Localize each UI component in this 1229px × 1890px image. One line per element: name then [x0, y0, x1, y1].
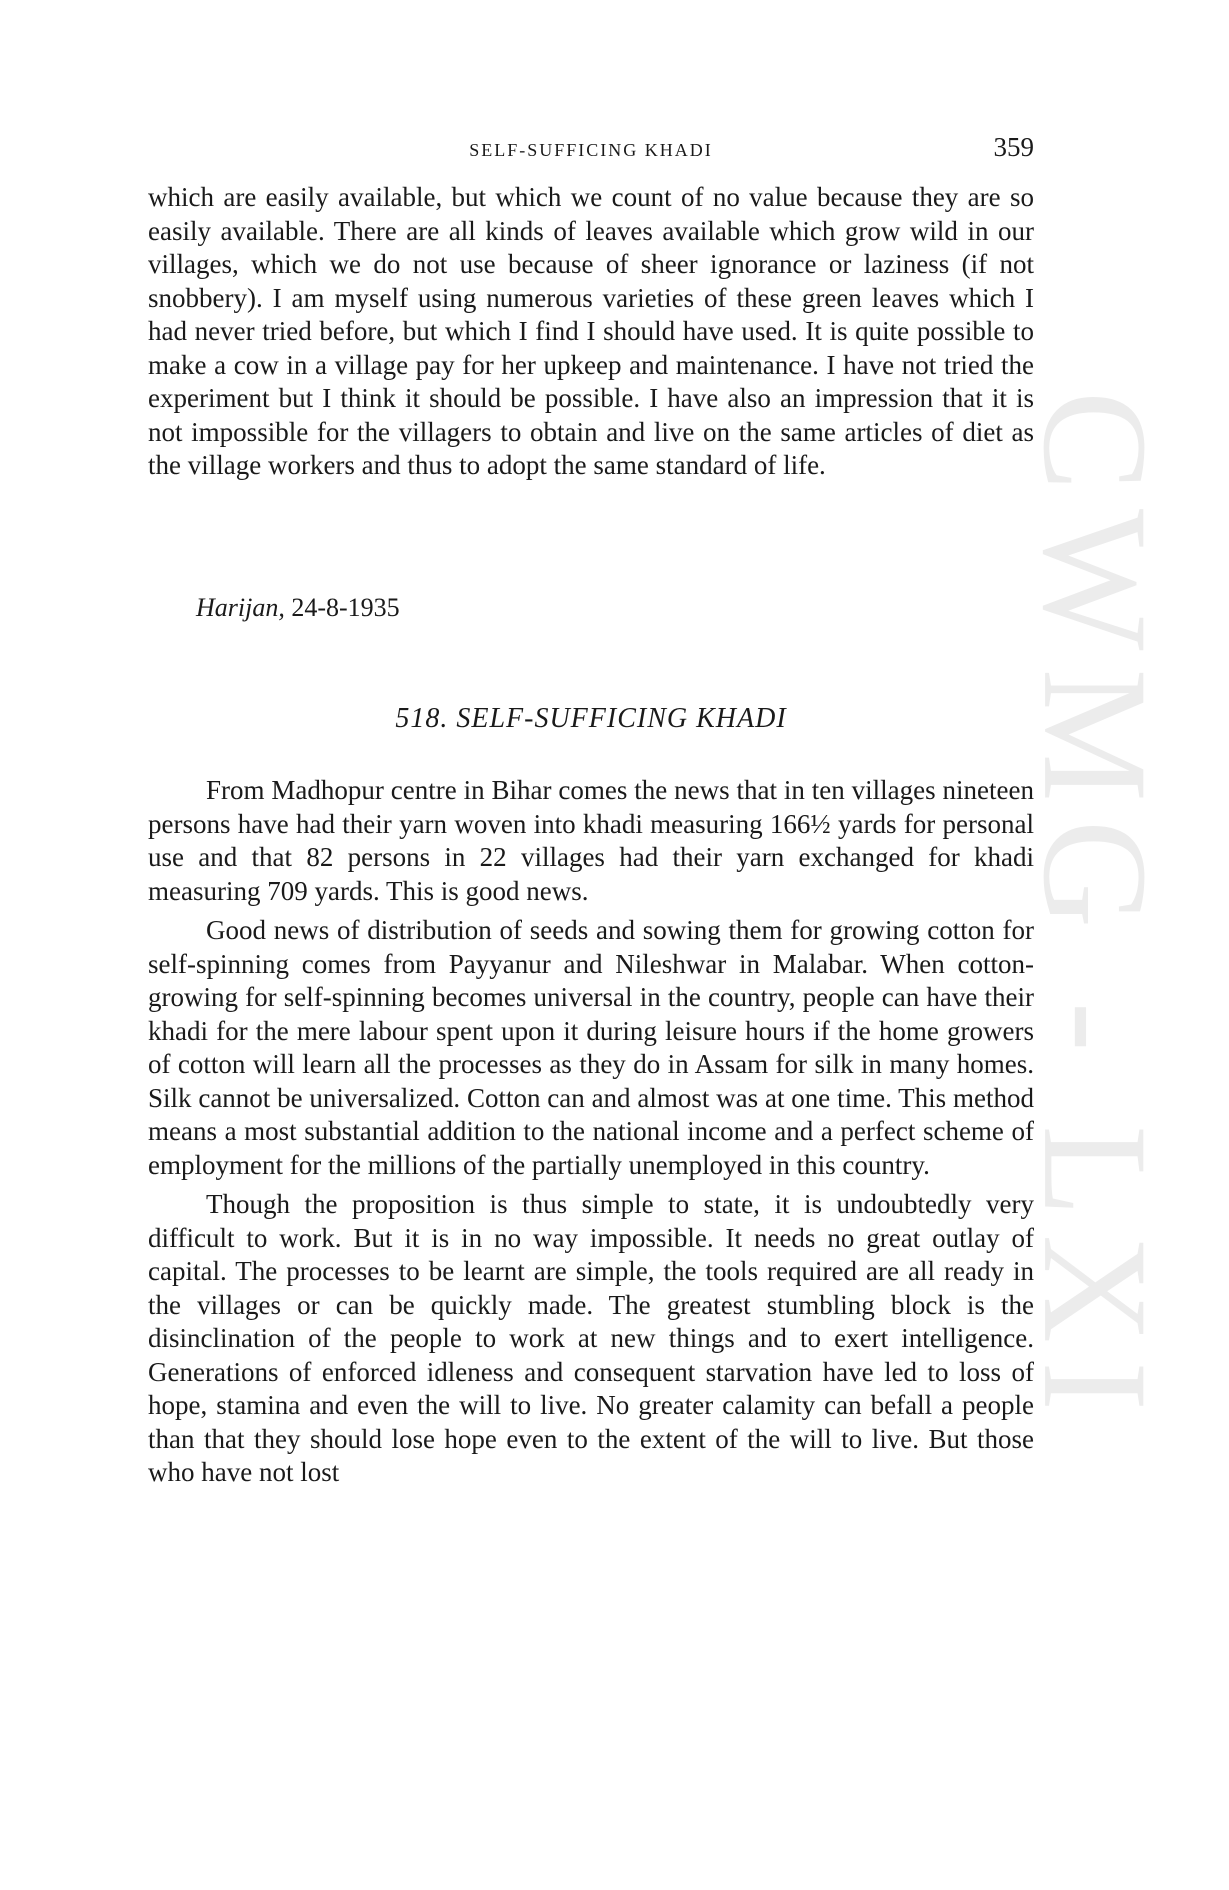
continued-text — [148, 181, 1034, 483]
watermark — [1012, 390, 1178, 1430]
source-citation — [196, 593, 400, 623]
running-title: SELF-SUFFICING KHADI — [469, 140, 713, 160]
article-paragraph: Good news of distribution of seeds and sowing them for growing cotton for self-spinning comes from Payyanur and Nileshwar in Malabar. When cotton-growing for self-spinning becomes universal in the country, people can have their khadi for the mere labour spent upon it during leisure hours if the home growers of cotton will learn all the processes as they do in Assam for silk in many homes. Silk cannot be universalized. Cotton can and almost was at one time. This method means a most substantial addition to the national income and a perfect scheme of employment for the millions of the partially unemployed in this country. — [148, 915, 1034, 1180]
source-publication: Harijan, — [196, 593, 285, 622]
article-body — [148, 774, 1034, 1490]
article-paragraph: Though the proposition is thus simple to state, it is undoubtedly very difficult to work. But it is in no way impossible. It needs no great outlay of capital. The processes to be learnt are simple, the tools required are all ready in the villages or can be quickly made. The greatest stumbling block is the disinclination of the people to work at new things and to exert intelligence. Generations of enforced idleness and consequent starvation have led to loss of hope, stamina and even the will to live. No greater calamity can befall a people than that they should lose hope even to the extent of the will to live. But those who have not lost — [148, 1189, 1034, 1487]
watermark-text: CWMG - LXI — [1012, 390, 1178, 1430]
source-date: 24-8-1935 — [291, 593, 400, 622]
continued-paragraph: which are easily available, but which we count of no value because they are so easily available. There are all kinds of leaves available which grow wild in our villages, which we do not use because of sheer ignorance or laziness (if not snobbery). I am myself using numerous varieties of these green leaves which I had never tried before, but which I find I should have used. It is quite possible to make a cow in a village pay for her upkeep and maintenance. I have not tried the experiment but I think it should be possible. I have also an impression that it is not impossible for the villagers to obtain and live on the same articles of diet as the village workers and thus to adopt the same standard of life. — [148, 182, 1034, 480]
article-title: 518. SELF-SUFFICING KHADI — [395, 703, 787, 734]
page-number: 359 — [993, 132, 1034, 162]
running-head — [148, 132, 1034, 168]
article-paragraph: From Madhopur centre in Bihar comes the news that in ten villages nineteen persons have had their yarn woven into khadi measuring 166½ yards for personal use and that 82 persons in 22 villages had their yarn exchanged for khadi measuring 709 yards. This is good news. — [148, 775, 1034, 906]
